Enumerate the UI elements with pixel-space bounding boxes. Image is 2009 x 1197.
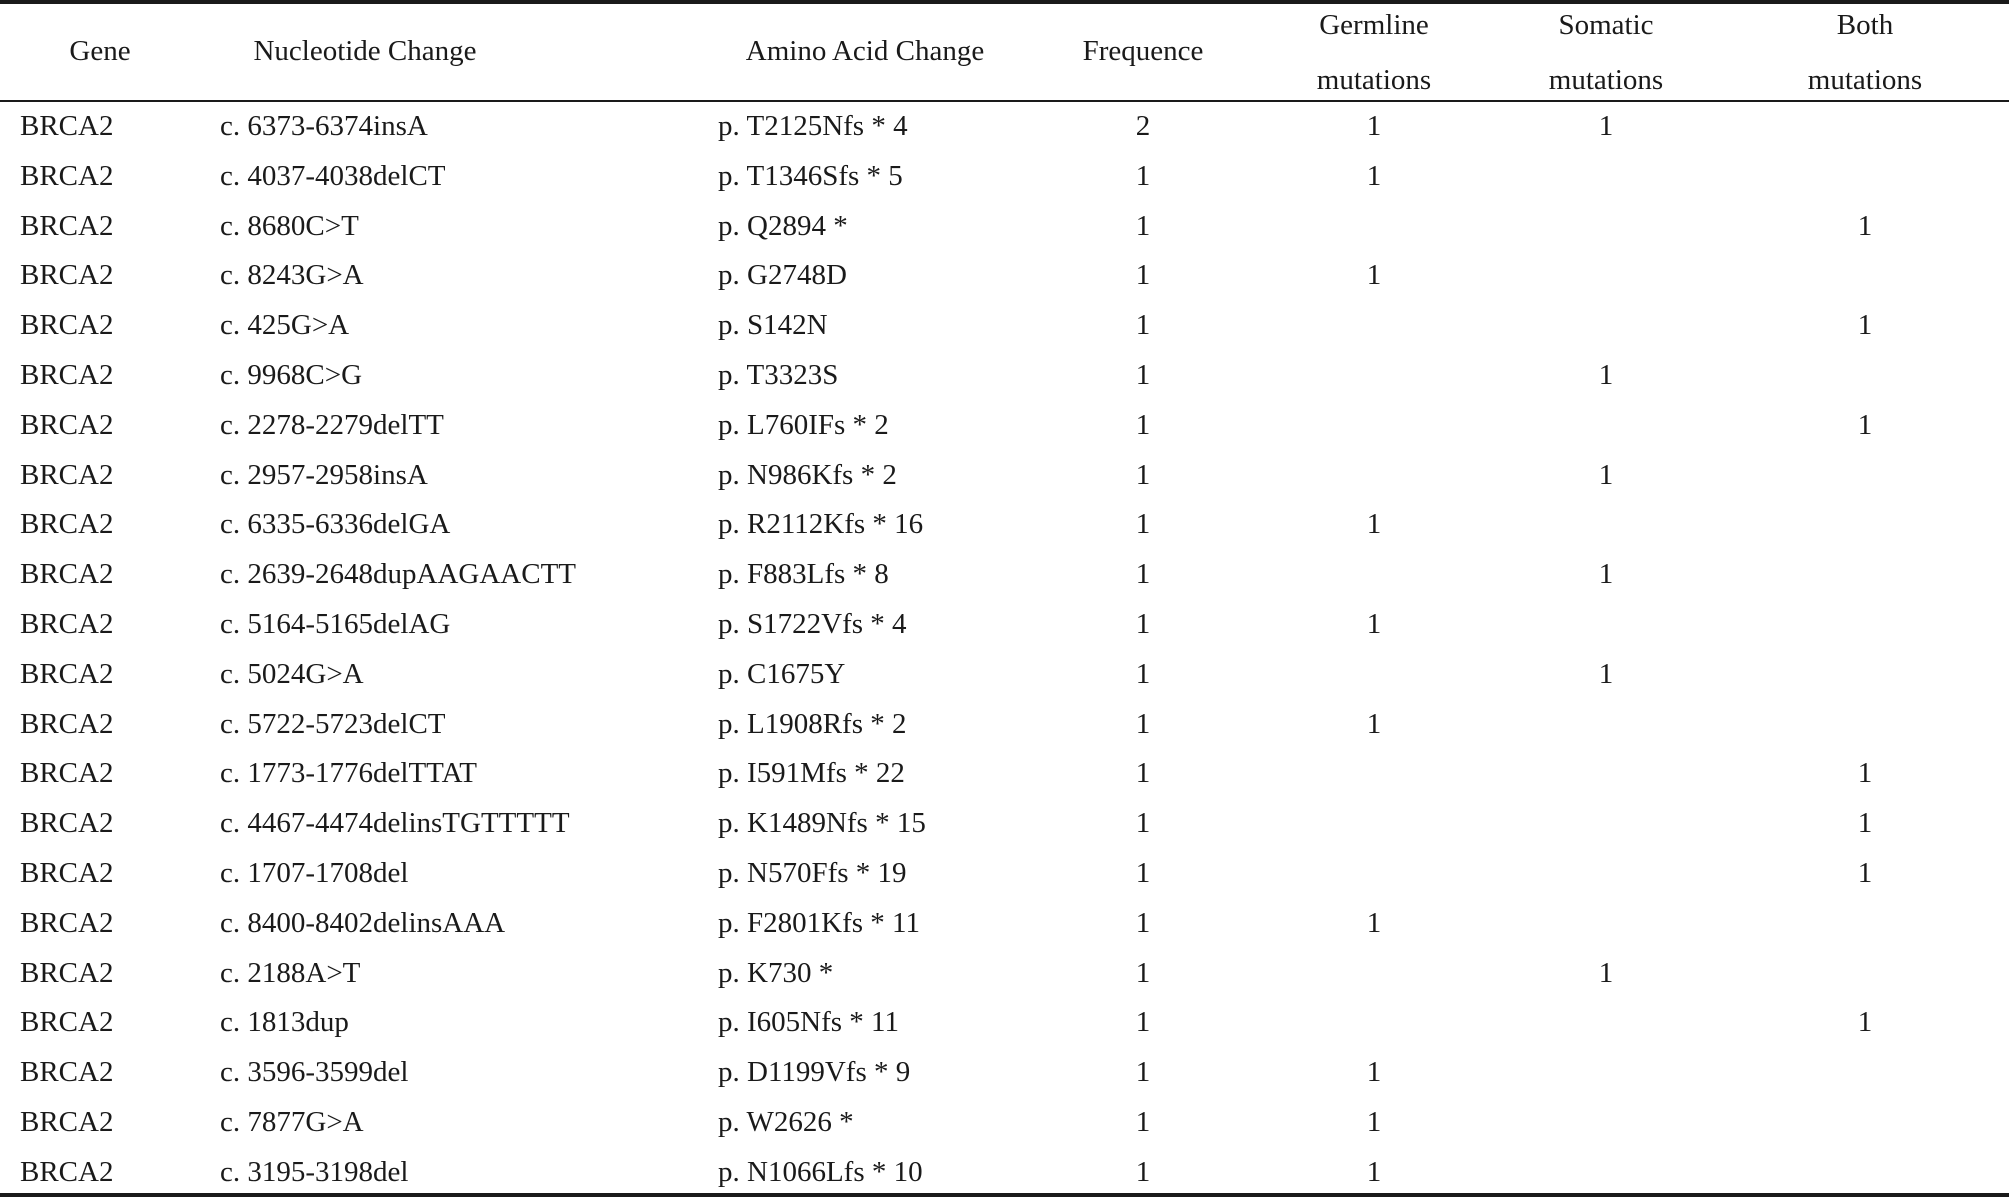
cell-germline	[1274, 549, 1474, 599]
cell-germline	[1274, 300, 1474, 350]
cell-germline: 1	[1366, 1056, 1382, 1088]
cell-somatic: 1	[1598, 658, 1614, 690]
cell-frequence: 1	[1135, 708, 1151, 740]
header-germline-line2: mutations	[1316, 64, 1432, 96]
cell-amino-acid-change: p. I591Mfs * 22	[718, 757, 905, 789]
cell-amino-acid-change: p. G2748D	[718, 259, 847, 291]
cell-amino-acid-change: p. K730 *	[718, 957, 834, 989]
cell-gene: BRCA2	[20, 957, 114, 989]
cell-amino-acid-change: p. N986Kfs * 2	[718, 459, 897, 491]
cell-germline: 1	[1366, 160, 1382, 192]
cell-gene: BRCA2	[20, 409, 114, 441]
cell-somatic: 1	[1598, 359, 1614, 391]
cell-gene: BRCA2	[20, 508, 114, 540]
table-top-rule	[0, 0, 2009, 4]
cell-amino-acid-change: p. S1722Vfs * 4	[718, 608, 907, 640]
header-somatic-line2: mutations	[1548, 64, 1664, 96]
cell-nucleotide-change: c. 3596-3599del	[220, 1056, 409, 1088]
header-somatic-line1: Somatic	[1558, 9, 1654, 41]
cell-nucleotide-change: c. 8243G>A	[220, 259, 364, 291]
cell-nucleotide-change: c. 3195-3198del	[220, 1156, 409, 1188]
cell-germline: 1	[1366, 508, 1382, 540]
cell-somatic	[1506, 848, 1706, 898]
cell-somatic	[1506, 1047, 1706, 1097]
cell-both	[1765, 549, 1965, 599]
cell-germline: 1	[1366, 708, 1382, 740]
cell-both: 1	[1857, 1006, 1873, 1038]
cell-both: 1	[1857, 210, 1873, 242]
cell-gene: BRCA2	[20, 757, 114, 789]
cell-germline	[1274, 798, 1474, 848]
cell-amino-acid-change: p. T1346Sfs * 5	[718, 160, 903, 192]
cell-both	[1765, 1097, 1965, 1147]
cell-germline	[1274, 848, 1474, 898]
cell-frequence: 2	[1135, 110, 1151, 142]
cell-nucleotide-change: c. 9968C>G	[220, 359, 363, 391]
cell-gene: BRCA2	[20, 857, 114, 889]
cell-somatic	[1506, 748, 1706, 798]
cell-germline: 1	[1366, 110, 1382, 142]
cell-both	[1765, 250, 1965, 300]
cell-amino-acid-change: p. Q2894 *	[718, 210, 848, 242]
cell-frequence: 1	[1135, 459, 1151, 491]
cell-gene: BRCA2	[20, 110, 114, 142]
cell-nucleotide-change: c. 425G>A	[220, 309, 350, 341]
cell-amino-acid-change: p. T3323S	[718, 359, 839, 391]
cell-gene: BRCA2	[20, 1106, 114, 1138]
cell-frequence: 1	[1135, 857, 1151, 889]
cell-germline	[1274, 948, 1474, 998]
cell-frequence: 1	[1135, 309, 1151, 341]
cell-germline: 1	[1366, 1156, 1382, 1188]
cell-germline: 1	[1366, 1106, 1382, 1138]
cell-gene: BRCA2	[20, 558, 114, 590]
cell-germline: 1	[1366, 608, 1382, 640]
cell-amino-acid-change: p. N570Ffs * 19	[718, 857, 907, 889]
cell-germline	[1274, 748, 1474, 798]
cell-both	[1765, 898, 1965, 948]
cell-both	[1765, 1147, 1965, 1197]
cell-amino-acid-change: p. N1066Lfs * 10	[718, 1156, 923, 1188]
cell-germline: 1	[1366, 907, 1382, 939]
cell-nucleotide-change: c. 1813dup	[220, 1006, 349, 1038]
cell-germline	[1274, 201, 1474, 251]
cell-frequence: 1	[1135, 907, 1151, 939]
cell-somatic: 1	[1598, 110, 1614, 142]
table-bottom-rule	[0, 1193, 2009, 1197]
cell-frequence: 1	[1135, 1056, 1151, 1088]
cell-somatic	[1506, 997, 1706, 1047]
cell-nucleotide-change: c. 6373-6374insA	[220, 110, 428, 142]
cell-somatic	[1506, 499, 1706, 549]
cell-gene: BRCA2	[20, 259, 114, 291]
cell-gene: BRCA2	[20, 309, 114, 341]
cell-nucleotide-change: c. 2639-2648dupAAGAACTT	[220, 558, 577, 590]
cell-both	[1765, 948, 1965, 998]
cell-gene: BRCA2	[20, 210, 114, 242]
cell-frequence: 1	[1135, 1156, 1151, 1188]
header-frequence: Frequence	[1082, 35, 1204, 67]
cell-nucleotide-change: c. 2278-2279delTT	[220, 409, 444, 441]
cell-gene: BRCA2	[20, 459, 114, 491]
cell-somatic	[1506, 898, 1706, 948]
cell-nucleotide-change: c. 6335-6336delGA	[220, 508, 451, 540]
cell-nucleotide-change: c. 2957-2958insA	[220, 459, 428, 491]
cell-amino-acid-change: p. F883Lfs * 8	[718, 558, 889, 590]
cell-nucleotide-change: c. 5722-5723delCT	[220, 708, 446, 740]
cell-nucleotide-change: c. 7877G>A	[220, 1106, 364, 1138]
cell-both	[1765, 599, 1965, 649]
cell-somatic: 1	[1598, 558, 1614, 590]
cell-gene: BRCA2	[20, 359, 114, 391]
cell-amino-acid-change: p. L760IFs * 2	[718, 409, 889, 441]
cell-amino-acid-change: p. C1675Y	[718, 658, 846, 690]
cell-both	[1765, 450, 1965, 500]
cell-gene: BRCA2	[20, 1006, 114, 1038]
header-nucleotide-change: Nucleotide Change	[253, 35, 477, 67]
cell-amino-acid-change: p. R2112Kfs * 16	[718, 508, 924, 540]
cell-nucleotide-change: c. 2188A>T	[220, 957, 361, 989]
cell-both	[1765, 350, 1965, 400]
header-germline-line1: Germline	[1319, 9, 1429, 41]
cell-frequence: 1	[1135, 757, 1151, 789]
cell-frequence: 1	[1135, 1006, 1151, 1038]
cell-frequence: 1	[1135, 1106, 1151, 1138]
cell-somatic	[1506, 798, 1706, 848]
cell-gene: BRCA2	[20, 608, 114, 640]
cell-both	[1765, 151, 1965, 201]
cell-amino-acid-change: p. F2801Kfs * 11	[718, 907, 920, 939]
cell-frequence: 1	[1135, 409, 1151, 441]
cell-frequence: 1	[1135, 957, 1151, 989]
cell-amino-acid-change: p. W2626 *	[718, 1106, 854, 1138]
cell-amino-acid-change: p. I605Nfs * 11	[718, 1006, 899, 1038]
cell-gene: BRCA2	[20, 1156, 114, 1188]
cell-germline	[1274, 649, 1474, 699]
cell-amino-acid-change: p. T2125Nfs * 4	[718, 110, 908, 142]
header-both-line2: mutations	[1807, 64, 1923, 96]
cell-frequence: 1	[1135, 658, 1151, 690]
cell-frequence: 1	[1135, 259, 1151, 291]
cell-both: 1	[1857, 857, 1873, 889]
cell-somatic	[1506, 250, 1706, 300]
cell-nucleotide-change: c. 8680C>T	[220, 210, 359, 242]
cell-both	[1765, 1047, 1965, 1097]
cell-frequence: 1	[1135, 508, 1151, 540]
cell-nucleotide-change: c. 1707-1708del	[220, 857, 409, 889]
header-amino-acid-change: Amino Acid Change	[745, 35, 985, 67]
cell-both	[1765, 499, 1965, 549]
cell-frequence: 1	[1135, 160, 1151, 192]
cell-both	[1765, 649, 1965, 699]
cell-amino-acid-change: p. K1489Nfs * 15	[718, 807, 926, 839]
cell-gene: BRCA2	[20, 907, 114, 939]
cell-nucleotide-change: c. 4037-4038delCT	[220, 160, 446, 192]
cell-somatic	[1506, 151, 1706, 201]
cell-both: 1	[1857, 309, 1873, 341]
cell-frequence: 1	[1135, 608, 1151, 640]
cell-somatic	[1506, 599, 1706, 649]
cell-germline: 1	[1366, 259, 1382, 291]
cell-somatic	[1506, 1147, 1706, 1197]
cell-nucleotide-change: c. 4467-4474delinsTGTTTTT	[220, 807, 570, 839]
cell-somatic	[1506, 1097, 1706, 1147]
cell-both: 1	[1857, 409, 1873, 441]
cell-somatic	[1506, 400, 1706, 450]
cell-frequence: 1	[1135, 210, 1151, 242]
cell-both: 1	[1857, 757, 1873, 789]
cell-frequence: 1	[1135, 807, 1151, 839]
cell-gene: BRCA2	[20, 807, 114, 839]
cell-gene: BRCA2	[20, 658, 114, 690]
cell-germline	[1274, 350, 1474, 400]
cell-nucleotide-change: c. 1773-1776delTTAT	[220, 757, 478, 789]
cell-nucleotide-change: c. 5024G>A	[220, 658, 364, 690]
cell-amino-acid-change: p. S142N	[718, 309, 828, 341]
cell-both	[1765, 699, 1965, 749]
cell-nucleotide-change: c. 8400-8402delinsAAA	[220, 907, 506, 939]
cell-gene: BRCA2	[20, 160, 114, 192]
cell-somatic: 1	[1598, 957, 1614, 989]
cell-amino-acid-change: p. L1908Rfs * 2	[718, 708, 907, 740]
cell-germline	[1274, 450, 1474, 500]
header-gene: Gene	[69, 35, 131, 67]
cell-somatic: 1	[1598, 459, 1614, 491]
cell-both	[1765, 101, 1965, 151]
cell-gene: BRCA2	[20, 708, 114, 740]
header-both-line1: Both	[1836, 9, 1894, 41]
cell-somatic	[1506, 201, 1706, 251]
cell-amino-acid-change: p. D1199Vfs * 9	[718, 1056, 911, 1088]
cell-nucleotide-change: c. 5164-5165delAG	[220, 608, 451, 640]
cell-somatic	[1506, 699, 1706, 749]
cell-frequence: 1	[1135, 359, 1151, 391]
cell-frequence: 1	[1135, 558, 1151, 590]
cell-germline	[1274, 997, 1474, 1047]
cell-somatic	[1506, 300, 1706, 350]
cell-germline	[1274, 400, 1474, 450]
cell-both: 1	[1857, 807, 1873, 839]
cell-gene: BRCA2	[20, 1056, 114, 1088]
